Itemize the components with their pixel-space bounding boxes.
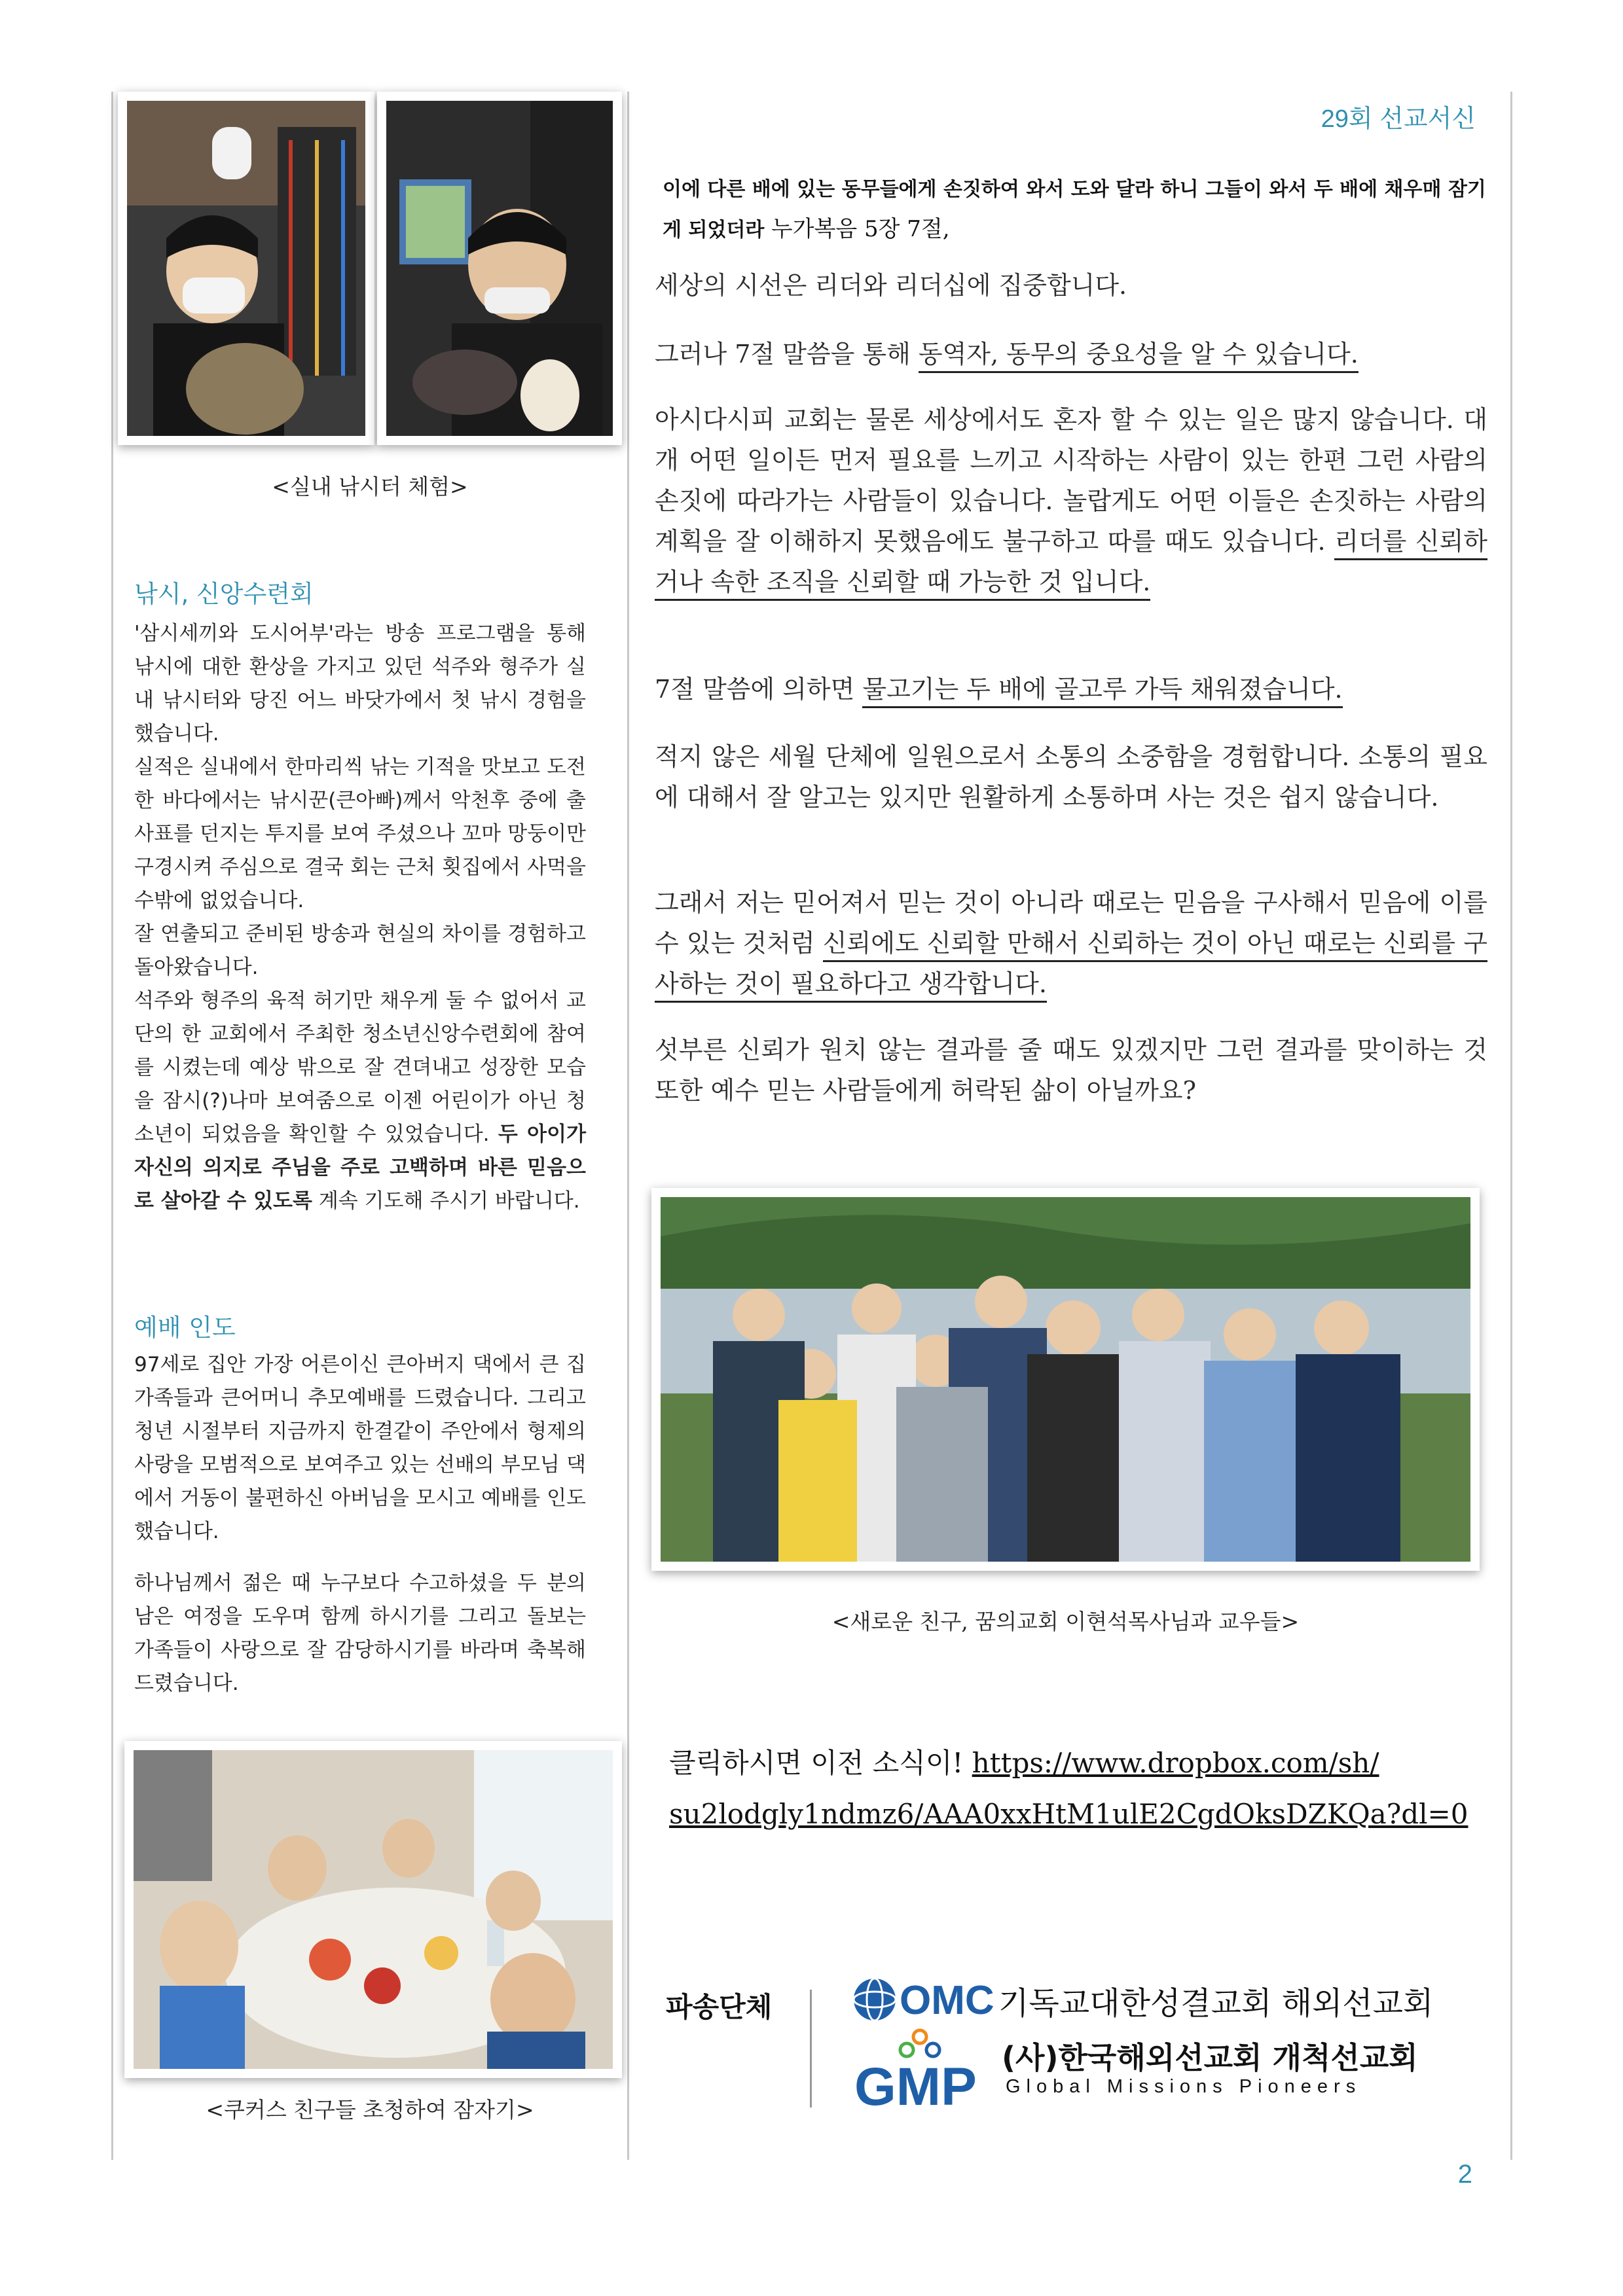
left-margin-rule xyxy=(111,92,113,2160)
link-prefix: 클릭하시면 이전 소식이! xyxy=(669,1747,964,1779)
newsletter-title: 29회 선교서신 xyxy=(1321,105,1476,133)
para6-underlined: 신뢰에도 신뢰할 만해서 신뢰하는 것이 아닌 때로는 신뢰를 구사하는 것이 필요하다고 생각합니다. xyxy=(655,929,1487,1003)
photo1-caption: <실내 낚시터 체험> xyxy=(272,474,468,499)
right-margin-rule xyxy=(1510,92,1512,2160)
group-photo-caption: <새로운 친구, 꿈의교회 이현석목사님과 교우들> xyxy=(831,1609,1300,1634)
para3-underlined: 리더를 신뢰하거나 속한 조직을 신뢰할 때 가능한 것 입니다. xyxy=(655,527,1487,601)
omc-logo-text: OMC xyxy=(900,1978,994,2023)
verse-text: 이에 다른 배에 있는 동무들에게 손짓하여 와서 도와 달라 하니 그들이 와서 두 배에 채우매 잠기게 되었더라 xyxy=(663,178,1486,242)
fishing-boy-image xyxy=(127,101,365,436)
scripture-verse xyxy=(663,170,1487,250)
previous-news-link-block xyxy=(669,1738,1520,1840)
leadership-sentence: 세상의 시선은 리더와 리더십에 집중합니다. xyxy=(655,271,1127,300)
section-fishing-body xyxy=(134,617,586,1218)
prayer-request: 계속 기도해 주시기 바랍니다. xyxy=(318,1189,580,1213)
paragraph-1 xyxy=(655,265,1487,306)
omc-logo xyxy=(851,1973,995,2026)
section-title-fishing: 낚시, 신앙수련회 xyxy=(134,580,314,608)
indoor-fishing-photo-left xyxy=(118,92,374,445)
page-number: 2 xyxy=(1457,2160,1472,2189)
column-divider-rule xyxy=(627,92,629,2160)
paragraph-6 xyxy=(655,882,1487,1004)
para4-lead: 7절 말씀에 의하면 xyxy=(655,675,855,704)
church-group-image xyxy=(661,1197,1470,1562)
sender-divider xyxy=(810,1990,812,2108)
gmp-organization-name: (사)한국해외선교회 개척선교회 xyxy=(1002,2040,1418,2075)
paragraph-3 xyxy=(655,399,1487,602)
dropbox-link-part-2[interactable]: su2lodgly1ndmz6/AAA0xxHtM1ulE2CgdOksDZKQa?dl=0 xyxy=(669,1798,1468,1830)
verse-reference: 누가복음 5장 7절, xyxy=(771,216,950,242)
gmp-logo xyxy=(854,2028,1002,2113)
sender-label: 파송단체 xyxy=(666,1991,773,2023)
fishing-boy-image-2 xyxy=(386,101,613,436)
worship-paragraph-2: 하나님께서 젊은 때 누구보다 수고하셨을 두 분의 남은 여정을 도우며 함께 하시기를 그리고 돌보는 가족들이 사랑으로 잘 감당하시기를 바라며 축복해 드렸습니다. xyxy=(134,1571,586,1695)
para4-underlined: 물고기는 두 배에 골고루 가득 채워졌습니다. xyxy=(862,675,1342,708)
section-worship-body xyxy=(134,1348,586,1700)
conclusion-text: 섯부른 신뢰가 원치 않는 결과를 줄 때도 있겠지만 그런 결과를 맞이하는 것 또한 예수 믿는 사람들에게 허락된 삶이 아닐까요? xyxy=(655,1035,1487,1105)
para6-body: 그래서 저는 믿어져서 믿는 것이 아니라 때로는 믿음을 구사해서 믿음에 이를 수 있는 것처럼 xyxy=(655,888,1487,958)
fishing-paragraph-1: '삼시세끼와 도시어부'라는 방송 프로그램을 통해 낚시에 대한 환상을 가지고 있던 석주와 형주가 실내 낚시터와 당진 어느 바닷가에서 첫 낚시 경험을 했습니다. xyxy=(134,622,586,745)
fishing-paragraph-3: 잘 연출되고 준비된 방송과 현실의 차이를 경험하고 돌아왔습니다. xyxy=(134,922,586,979)
section-title-worship: 예배 인도 xyxy=(134,1314,236,1342)
paragraph-7 xyxy=(655,1030,1487,1111)
paragraph-2 xyxy=(655,334,1487,374)
retreat-text: 석주와 형주의 육적 허기만 채우게 둘 수 없어서 교단의 한 교회에서 주최한 청소년신앙수련회에 참여를 시켰는데 예상 밖으로 잘 견뎌내고 성장한 모습을 잠시(?)나마 보여줌으로 이젠 어린이가 아닌 청소년이 되었음을 확인할 수 있었습니다. xyxy=(134,989,586,1146)
group-photo xyxy=(651,1188,1480,1571)
gmp-english-name: Global Missions Pioneers xyxy=(1006,2076,1362,2097)
omc-organization-name: 기독교대한성결교회 해외선교회 xyxy=(998,1985,1434,2022)
worship-paragraph-1: 97세로 집안 가장 어른이신 큰아버지 댁에서 큰 집 가족들과 큰어머니 추모예배를 드렸습니다. 그리고 청년 시절부터 지금까지 한결같이 주안에서 형제의 사랑을 모범적으로 보여주고 있는 선배의 부모님 댁에서 거동이 불편하신 아버님을 모시고 예배를 인도했습니다. xyxy=(134,1353,586,1543)
kids-dinner-image xyxy=(134,1750,613,2069)
paragraph-4 xyxy=(655,669,1487,709)
sleepover-photo xyxy=(124,1741,622,2078)
gmp-logo-text: GMP xyxy=(854,2057,977,2113)
indoor-fishing-photo-right xyxy=(377,92,622,445)
photo3-caption: <쿠커스 친구들 초청하여 잠자기> xyxy=(206,2097,534,2123)
dropbox-link-part-1[interactable]: https://www.dropbox.com/sh/ xyxy=(972,1747,1379,1779)
para3-body: 아시다시피 교회는 물론 세상에서도 혼자 할 수 있는 일은 많지 않습니다. 대개 어떤 일이든 먼저 필요를 느끼고 시작하는 사람이 있는 한편 그런 사람의 손짓에 따라가는 사람들이 있습니다. 놀랍게도 어떤 이들은 손짓하는 사람의 계획을 잘 이해하지 못했음에도 불구하고 따를 때도 있습니다. xyxy=(655,405,1487,556)
fishing-paragraph-4 xyxy=(134,984,586,1218)
para2-lead: 그러나 7절 말씀을 통해 xyxy=(655,340,911,368)
paragraph-5 xyxy=(655,736,1487,817)
para2-underlined: 동역자, 동무의 중요성을 알 수 있습니다. xyxy=(919,340,1359,373)
fishing-paragraph-2: 실적은 실내에서 한마리씩 낚는 기적을 맛보고 도전한 바다에서는 낚시꾼(큰아빠)께서 악천후 중에 출사표를 던지는 투지를 보여 주셨으나 꼬마 망둥이만 구경시켜 주심으로 결국 회는 근처 횟집에서 사먹을 수밖에 없었습니다. xyxy=(134,755,586,912)
communication-text: 적지 않은 세월 단체에 일원으로서 소통의 소중함을 경험합니다. 소통의 필요에 대해서 잘 알고는 있지만 원활하게 소통하며 사는 것은 쉽지 않습니다. xyxy=(655,742,1487,812)
prayer-emphasis: 두 아이가 자신의 의지로 주님을 주로 고백하며 바른 믿음으로 살아갈 수 있도록 xyxy=(134,1122,587,1213)
